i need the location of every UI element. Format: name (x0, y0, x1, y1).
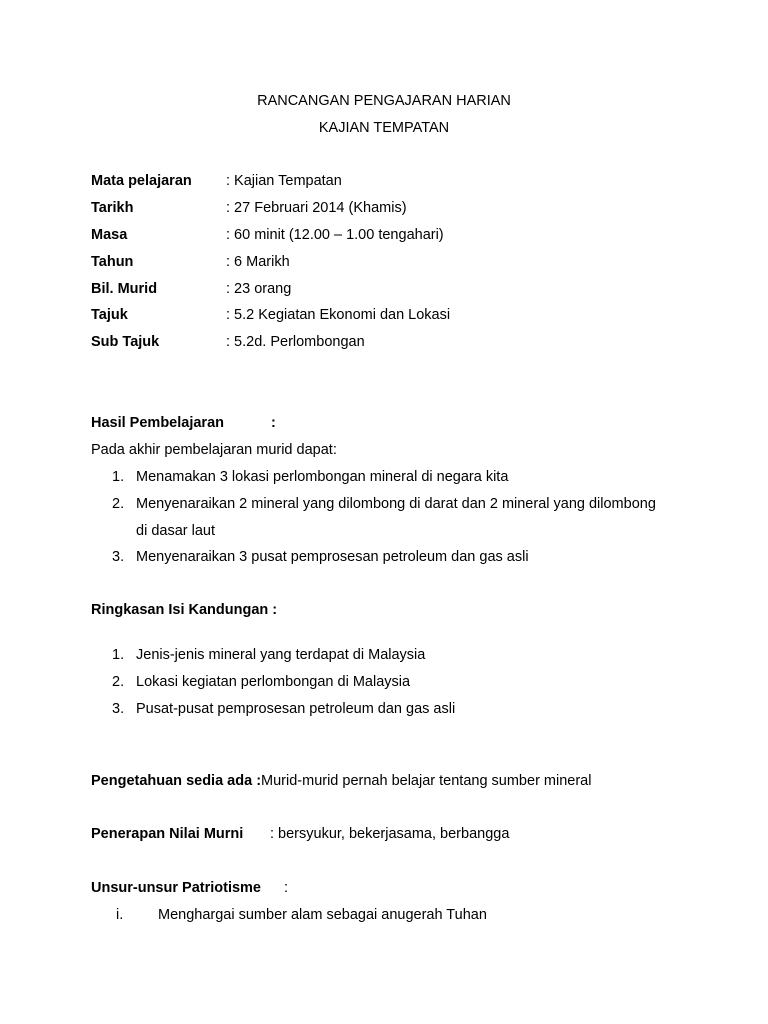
prior-knowledge-row (91, 771, 591, 791)
info-label: Bil. Murid (91, 281, 158, 297)
info-value: : 5.2 Kegiatan Ekonomi dan Lokasi (226, 307, 451, 323)
list-text: Pusat-pusat pemprosesan petroleum dan gas asli (136, 701, 456, 717)
heading-colon: : (284, 880, 289, 896)
info-value: : 23 orang (226, 281, 292, 297)
document-title: RANCANGAN PENGAJARAN HARIAN (257, 93, 511, 109)
list-number: 3. (112, 549, 125, 565)
patriotism-heading (91, 878, 289, 898)
moral-values-label: Penerapan Nilai Murni (91, 826, 244, 842)
list-text: Menyenaraikan 3 pusat pemprosesan petroleum dan gas asli (136, 549, 529, 565)
moral-values-value: : bersyukur, bekerjasama, berbangga (270, 826, 510, 842)
list-number: 3. (112, 701, 125, 717)
prior-knowledge-value: Murid-murid pernah belajar tentang sumber mineral (261, 773, 592, 789)
document-subtitle: KAJIAN TEMPATAN (318, 120, 450, 136)
list-text: Jenis-jenis mineral yang terdapat di Malaysia (136, 647, 426, 663)
list-text: Menamakan 3 lokasi perlombongan mineral di negara kita (136, 469, 509, 485)
moral-values-row (91, 824, 510, 844)
list-number: 1. (112, 469, 125, 485)
list-number: 2. (112, 674, 125, 690)
info-value: : Kajian Tempatan (226, 173, 342, 189)
learning-outcomes-heading (91, 413, 276, 433)
info-label: Tarikh (91, 200, 134, 216)
list-text: Lokasi kegiatan perlombongan di Malaysia (136, 674, 411, 690)
list-number: 2. (112, 496, 125, 512)
info-value: : 6 Marikh (226, 254, 290, 270)
heading-text: Hasil Pembelajaran (91, 415, 224, 431)
list-text: di dasar laut (136, 523, 215, 539)
prior-knowledge-label: Pengetahuan sedia ada : (91, 773, 262, 789)
list-text: Menyenaraikan 2 mineral yang dilombong di darat dan 2 mineral yang dilombong (136, 496, 656, 512)
heading-colon: : (271, 415, 276, 431)
info-value: : 5.2d. Perlombongan (226, 334, 365, 350)
info-label: Masa (91, 227, 128, 243)
info-label: Mata pelajaran (91, 173, 192, 189)
heading-text: Unsur-unsur Patriotisme (91, 880, 261, 896)
list-number: i. (116, 907, 124, 923)
info-label: Sub Tajuk (91, 334, 160, 350)
info-value: : 60 minit (12.00 – 1.00 tengahari) (226, 227, 444, 243)
info-label: Tahun (91, 254, 134, 270)
list-text: Menghargai sumber alam sebagai anugerah Tuhan (158, 907, 487, 923)
info-label: Tajuk (91, 307, 128, 323)
content-summary-heading: Ringkasan Isi Kandungan : (91, 602, 278, 618)
info-value: : 27 Februari 2014 (Khamis) (226, 200, 407, 216)
learning-outcomes-intro: Pada akhir pembelajaran murid dapat: (91, 442, 337, 458)
list-number: 1. (112, 647, 125, 663)
